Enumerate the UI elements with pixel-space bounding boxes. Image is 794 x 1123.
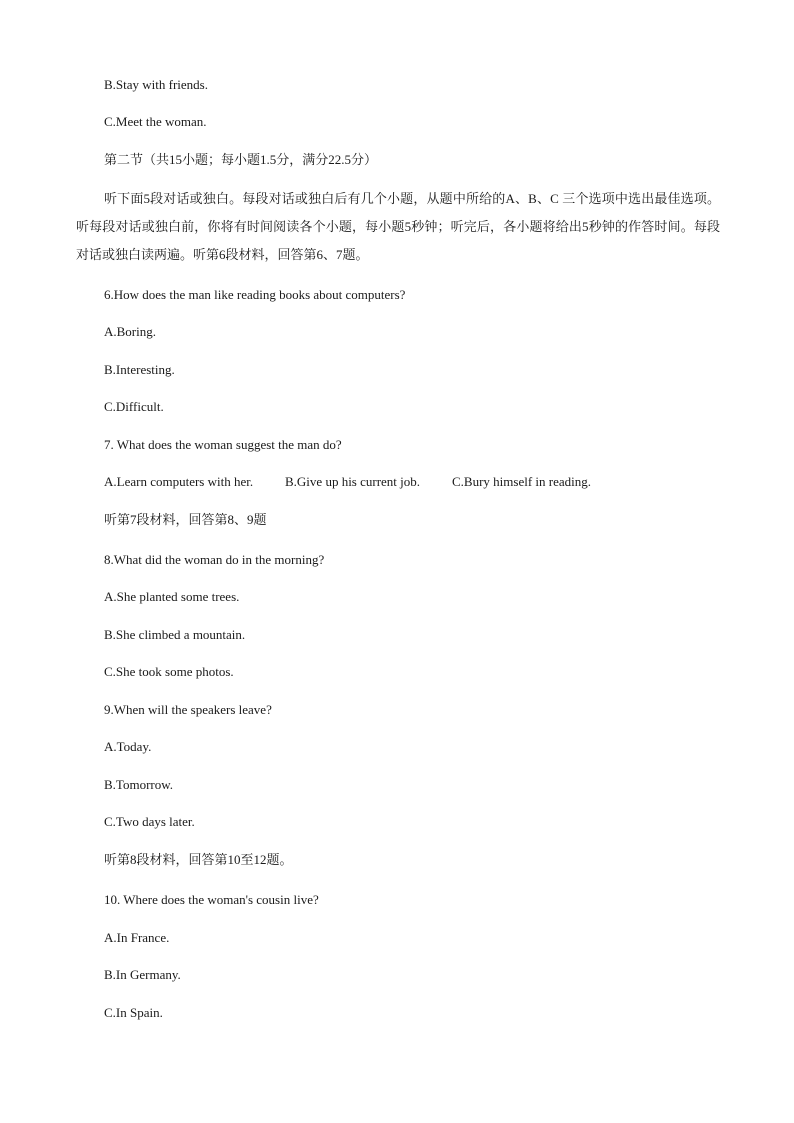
q10-option-b: B.In Germany. (104, 967, 181, 982)
q10-question: 10. Where does the woman's cousin live? (104, 892, 319, 907)
q7-options-row (104, 473, 591, 491)
q7-option-c: C.Bury himself in reading. (452, 474, 592, 489)
q9-option-c: C.Two days later. (104, 814, 195, 829)
q10-option-c: C.In Spain. (104, 1005, 163, 1020)
q8-question: 8.What did the woman do in the morning? (104, 552, 325, 567)
section2-instructions: 听下面5段对话或独白。每段对话或独白后有几个小题，从题中所给的A、B、C 三个选项中选出最佳选项。听每段对话或独白前，你将有时间阅读各个小题，每小题5秒钟；听完后，各小题将给出5秒钟的作答时间。每段对话或独白读两遍。听第6段材料，回答第6、7题。 (76, 191, 720, 262)
q9-option-a: A.Today. (104, 739, 152, 754)
q6-option-c: C.Difficult. (104, 399, 164, 414)
q6-option-a: A.Boring. (104, 324, 156, 339)
q10-option-a: A.In France. (104, 930, 170, 945)
q9-question: 9.When will the speakers leave? (104, 702, 272, 717)
q7-option-b: B.Give up his current job. (285, 474, 421, 489)
q8-option-b: B.She climbed a mountain. (104, 627, 246, 642)
q7-question: 7. What does the woman suggest the man do? (104, 437, 342, 452)
q5-option-c: C.Meet the woman. (104, 114, 207, 129)
q7-option-a: A.Learn computers with her. (104, 474, 254, 489)
q6-option-b: B.Interesting. (104, 362, 175, 377)
q9-option-b: B.Tomorrow. (104, 777, 174, 792)
material7-instruction: 听第7段材料，回答第8、9题 (104, 512, 267, 527)
q8-option-a: A.She planted some trees. (104, 589, 240, 604)
material8-instruction: 听第8段材料，回答第10至12题。 (104, 852, 293, 867)
section2-heading: 第二节（共15小题；每小题1.5分，满分22.5分） (104, 152, 378, 167)
q5-option-b: B.Stay with friends. (104, 77, 208, 92)
q8-option-c: C.She took some photos. (104, 664, 234, 679)
q6-question: 6.How does the man like reading books about computers? (104, 287, 406, 302)
